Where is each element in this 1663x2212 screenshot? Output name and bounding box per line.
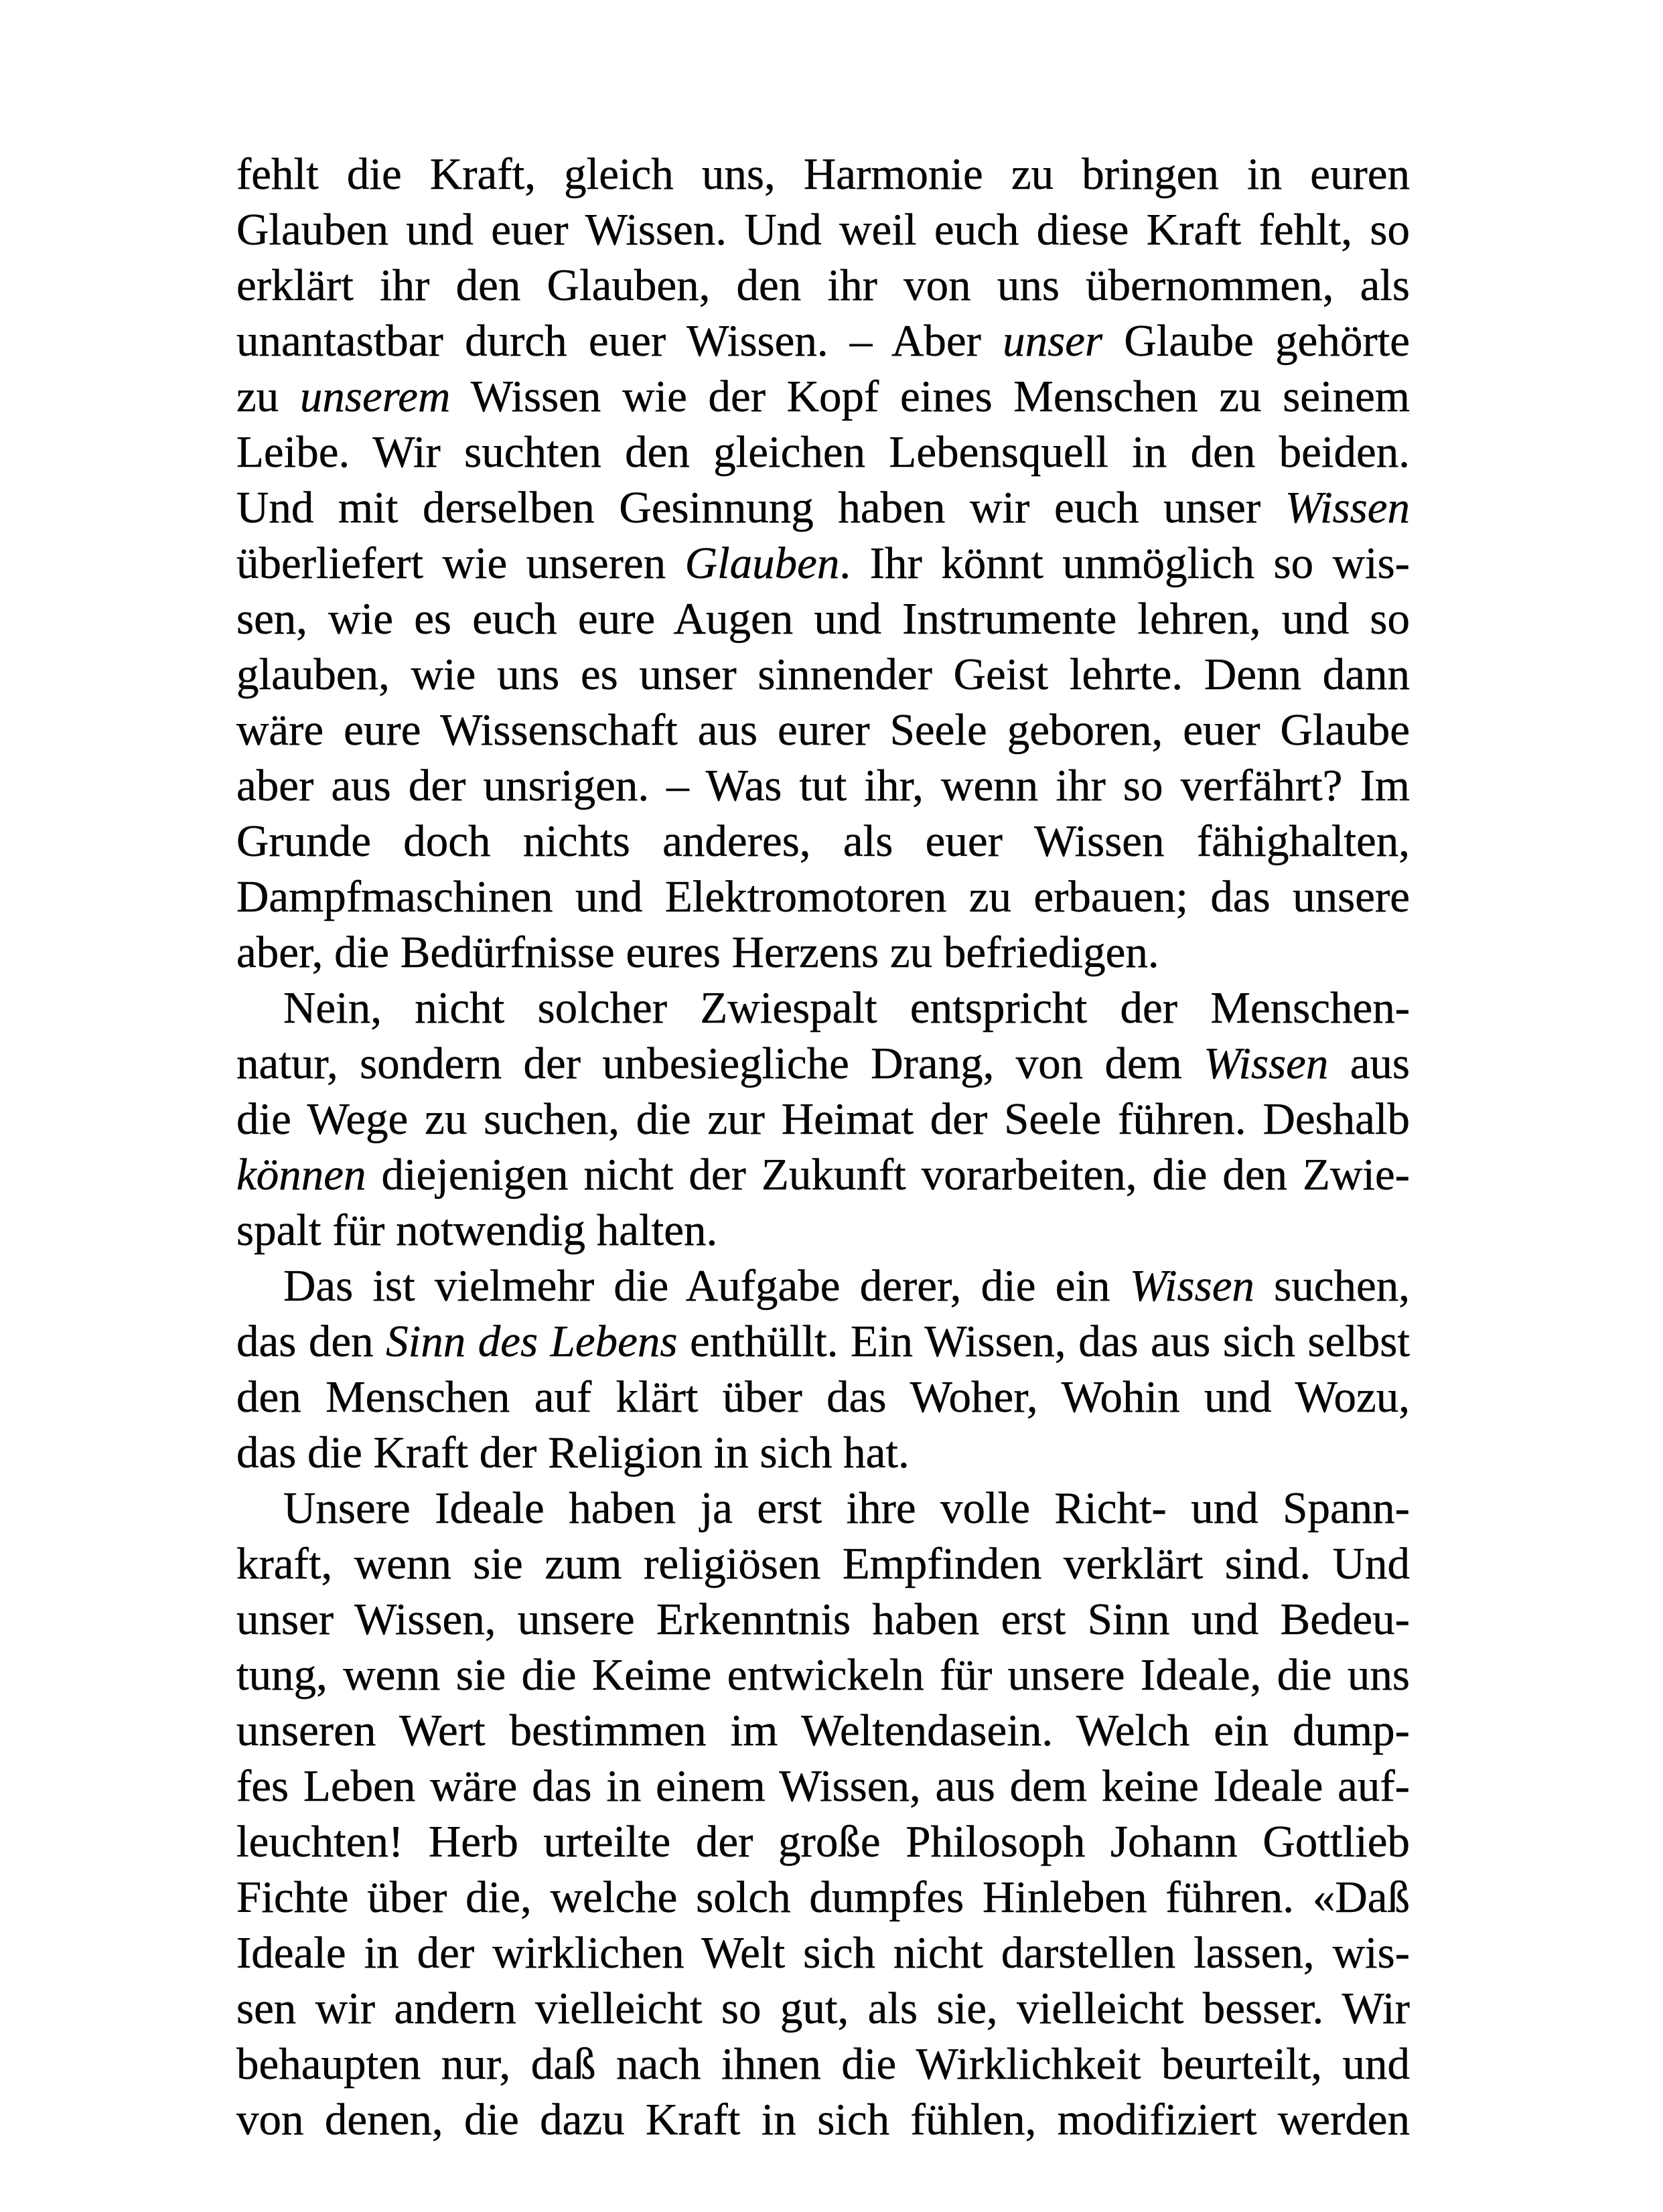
text-line — [236, 1981, 1410, 2037]
text-segment: sen wir andern vielleicht so gut, als sie, vielleicht besser. Wir — [236, 1984, 1410, 2033]
text-line — [236, 1314, 1410, 1370]
paragraph — [236, 1258, 1410, 1481]
text-line — [236, 591, 1410, 647]
text-line — [236, 1147, 1410, 1203]
text-line — [236, 647, 1410, 703]
italic-segment: unser — [1003, 316, 1103, 366]
text-line — [236, 925, 1410, 980]
italic-segment: Sinn des Lebens — [386, 1317, 678, 1366]
text-segment: Leibe. Wir suchten den gleichen Lebensquell in den beiden. — [236, 427, 1410, 477]
text-line — [236, 1592, 1410, 1647]
text-line — [236, 1036, 1410, 1092]
text-segment: spalt für notwendig halten. — [236, 1205, 718, 1255]
text-segment: behaupten nur, daß nach ihnen die Wirklichkeit beurteilt, und — [236, 2039, 1410, 2089]
text-line — [236, 1870, 1410, 1925]
text-segment: Glaube gehörte — [1102, 316, 1410, 366]
text-segment: Grunde doch nichts anderes, als euer Wissen fähighalten, — [236, 816, 1410, 866]
text-line — [236, 425, 1410, 480]
text-segment: überliefert wie unseren — [236, 538, 685, 588]
text-segment: unser Wissen, unsere Erkenntnis haben erst Sinn und Bedeu- — [236, 1595, 1410, 1644]
text-segment: Wissen wie der Kopf eines Menschen zu seinem — [450, 372, 1410, 421]
text-segment: aber, die Bedürfnisse eures Herzens zu befriedigen. — [236, 928, 1159, 977]
text-line — [236, 814, 1410, 869]
text-line — [236, 1425, 1410, 1481]
text-segment: Und mit derselben Gesinnung haben wir euch unser — [236, 483, 1285, 532]
text-line — [236, 980, 1410, 1036]
text-line — [236, 2092, 1410, 2148]
text-line — [236, 1703, 1410, 1759]
text-segment: . Ihr könnt unmöglich so wis- — [839, 538, 1410, 588]
text-segment: das die Kraft der Religion in sich hat. — [236, 1428, 910, 1477]
text-segment: aus — [1328, 1039, 1410, 1088]
paragraph — [236, 980, 1410, 1258]
text-segment: von denen, die dazu Kraft in sich fühlen, modifiziert werden — [236, 2095, 1410, 2144]
text-segment: Nein, nicht solcher Zwiespalt entspricht der Menschen- — [283, 983, 1410, 1033]
text-segment: glauben, wie uns es unser sinnender Geist lehrte. Denn dann — [236, 650, 1410, 699]
text-line — [236, 869, 1410, 925]
text-segment: Dampfmaschinen und Elektromotoren zu erbauen; das unsere — [236, 872, 1410, 921]
text-segment: leuchten! Herb urteilte der große Philosoph Johann Gottlieb — [236, 1817, 1410, 1866]
paragraph — [236, 1481, 1410, 2148]
text-line — [236, 1370, 1410, 1425]
text-line — [236, 1481, 1410, 1536]
italic-segment: unserem — [299, 372, 451, 421]
text-line — [236, 1092, 1410, 1147]
text-segment: erklärt ihr den Glauben, den ihr von uns übernommen, als — [236, 261, 1410, 310]
text-line — [236, 703, 1410, 758]
text-line — [236, 1925, 1410, 1981]
paragraph — [236, 147, 1410, 980]
text-line — [236, 1203, 1410, 1258]
text-segment: tung, wenn sie die Keime entwickeln für unsere Ideale, die uns — [236, 1650, 1410, 1700]
text-segment: suchen, — [1254, 1261, 1410, 1311]
text-segment: zu — [236, 372, 300, 421]
text-segment: den Menschen auf klärt über das Woher, Wohin und Wozu, — [236, 1372, 1410, 1422]
text-segment: unantastbar durch euer Wissen. – Aber — [236, 316, 1003, 366]
text-segment: das den — [236, 1317, 386, 1366]
text-line — [236, 147, 1410, 202]
text-segment: sen, wie es euch eure Augen und Instrumente lehren, und so — [236, 594, 1410, 644]
text-segment: Ideale in der wirklichen Welt sich nicht darstellen lassen, wis- — [236, 1928, 1410, 1978]
text-segment: wäre eure Wissenschaft aus eurer Seele geboren, euer Glaube — [236, 705, 1410, 755]
text-segment: fehlt die Kraft, gleich uns, Harmonie zu bringen in euren — [236, 149, 1410, 199]
text-segment: aber aus der unsrigen. – Was tut ihr, wenn ihr so verfährt? Im — [236, 761, 1410, 810]
text-line — [236, 1258, 1410, 1314]
text-segment: Das ist vielmehr die Aufgabe derer, die ein — [283, 1261, 1130, 1311]
text-segment: Fichte über die, welche solch dumpfes Hinleben führen. «Daß — [236, 1872, 1410, 1922]
text-line — [236, 258, 1410, 313]
text-segment: diejenigen nicht der Zukunft vorarbeiten, die den Zwie- — [366, 1150, 1410, 1199]
text-line — [236, 1647, 1410, 1703]
text-segment: enthüllt. Ein Wissen, das aus sich selbst — [677, 1317, 1410, 1366]
italic-segment: Wissen — [1285, 483, 1410, 532]
italic-segment: Wissen — [1204, 1039, 1329, 1088]
text-line — [236, 1814, 1410, 1870]
text-segment: Glauben und euer Wissen. Und weil euch diese Kraft fehlt, so — [236, 205, 1410, 254]
text-line — [236, 202, 1410, 258]
italic-segment: können — [236, 1150, 366, 1199]
italic-segment: Wissen — [1129, 1261, 1254, 1311]
text-line — [236, 369, 1410, 425]
text-segment: kraft, wenn sie zum religiösen Empfinden verklärt sind. Und — [236, 1539, 1410, 1589]
text-line — [236, 1536, 1410, 1592]
text-line — [236, 758, 1410, 814]
text-segment: Unsere Ideale haben ja erst ihre volle Richt- und Spann- — [283, 1483, 1410, 1533]
text-line — [236, 1759, 1410, 1814]
text-line — [236, 536, 1410, 591]
text-segment: unseren Wert bestimmen im Weltendasein. Welch ein dump- — [236, 1706, 1410, 1755]
page-text-block — [236, 147, 1410, 2148]
text-segment: die Wege zu suchen, die zur Heimat der Seele führen. Deshalb — [236, 1094, 1410, 1144]
italic-segment: Glauben — [684, 538, 840, 588]
text-segment: fes Leben wäre das in einem Wissen, aus dem keine Ideale auf- — [236, 1761, 1410, 1811]
text-segment: natur, sondern der unbesiegliche Drang, von dem — [236, 1039, 1204, 1088]
text-line — [236, 480, 1410, 536]
text-line — [236, 313, 1410, 369]
text-line — [236, 2037, 1410, 2092]
